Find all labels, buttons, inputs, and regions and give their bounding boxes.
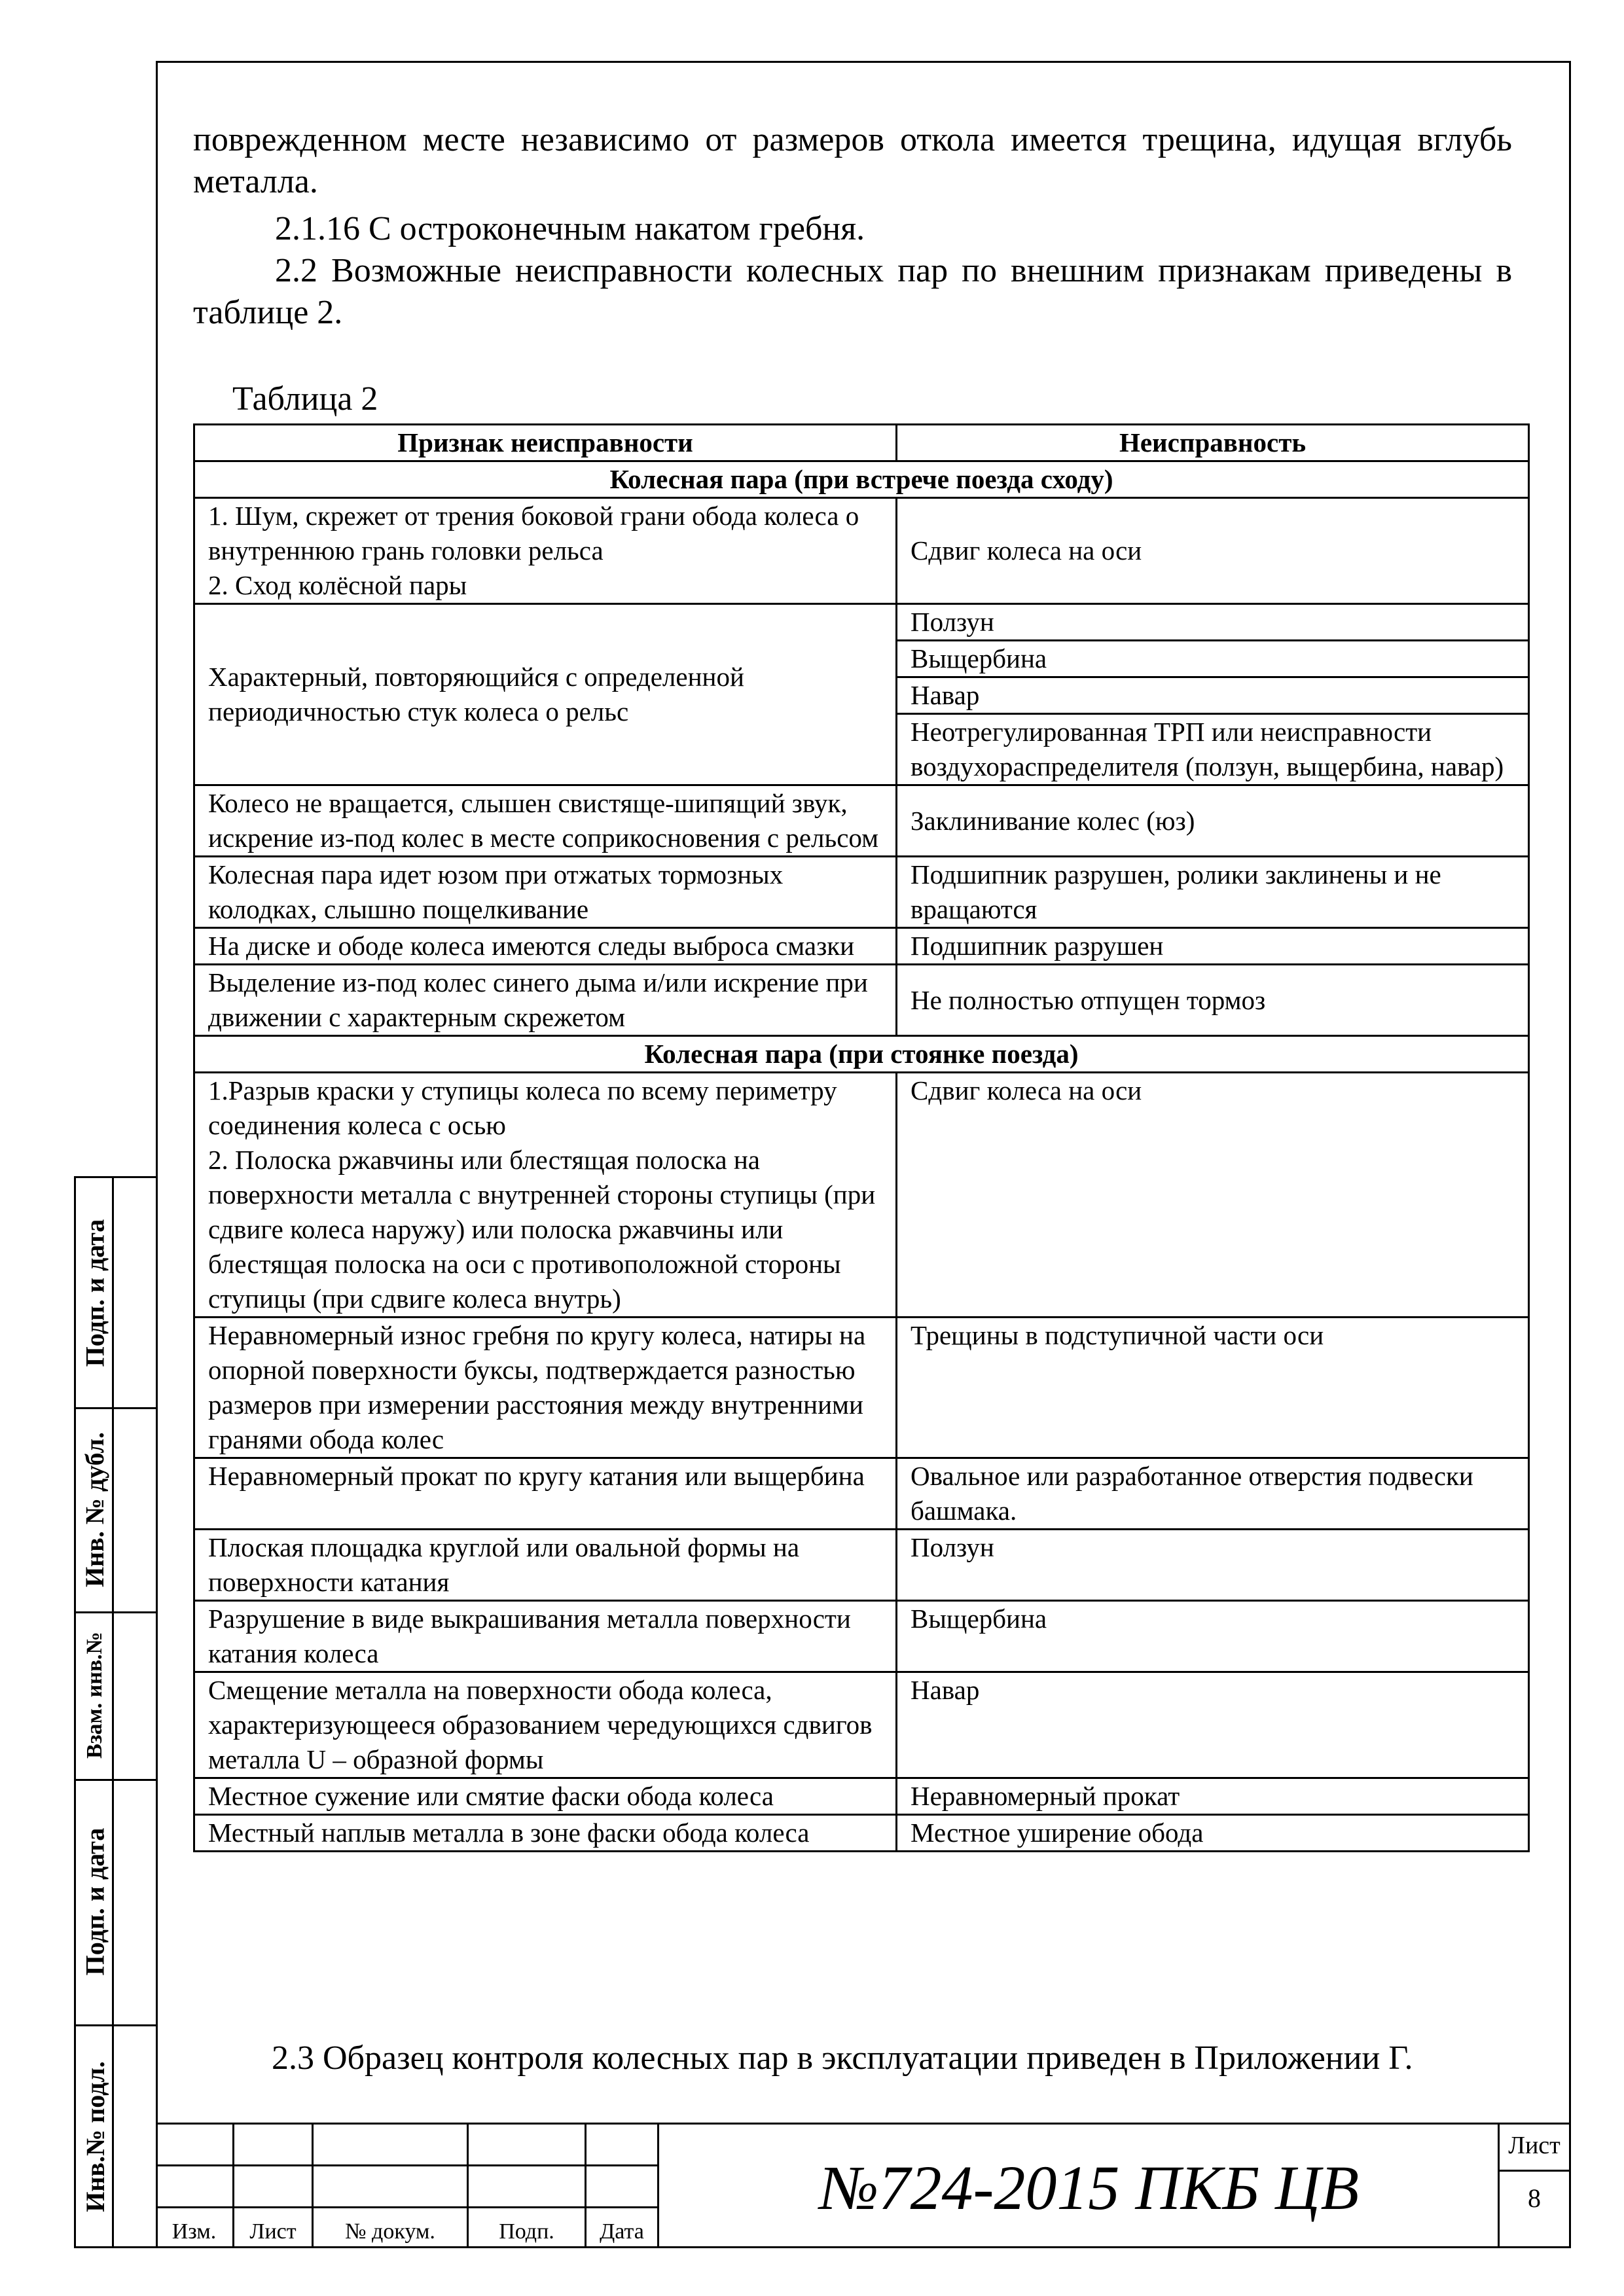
section-row bbox=[194, 461, 1529, 498]
stamp-label-document: № докум. bbox=[345, 2219, 435, 2244]
sidebar-field-orig-inv: Инв.№ подл. bbox=[80, 2060, 110, 2212]
table-row bbox=[194, 1815, 1529, 1852]
table-row bbox=[194, 785, 1529, 857]
fault-cell: Сдвиг колеса на оси bbox=[897, 498, 1529, 604]
faults-table bbox=[193, 423, 1530, 1852]
fault-cell: Неравномерный прокат bbox=[897, 1778, 1529, 1815]
table-header-row bbox=[194, 425, 1529, 461]
stamp-label-signature: Подп. bbox=[499, 2219, 554, 2244]
table-row bbox=[194, 604, 1529, 641]
table-row bbox=[194, 928, 1529, 965]
sidebar-stamp bbox=[74, 1176, 156, 2248]
sign-text: 1.Разрыв краски у ступицы колеса по всему периметру соединения колеса с осью bbox=[208, 1075, 837, 1140]
sign-cell: Выделение из-под колес синего дыма и/или искрение при движении с характерным скрежетом bbox=[194, 965, 897, 1036]
sign-cell: Плоская площадка круглой или овальной формы на поверхности катания bbox=[194, 1530, 897, 1601]
fault-cell: Ползун bbox=[897, 604, 1529, 641]
sign-cell: На диске и ободе колеса имеются следы выброса смазки bbox=[194, 928, 897, 965]
sheet-number: 8 bbox=[1528, 2183, 1541, 2213]
intro-paragraph-2: 2.1.16 С остроконечным накатом гребня. bbox=[275, 210, 865, 247]
closing-paragraph: 2.3 Образец контроля колесных пар в эксплуатации приведен в Приложении Г. bbox=[272, 2039, 1413, 2077]
intro-paragraph-3: 2.2 Возможные неисправности колесных пар по внешним признакам приведены в таблице 2. bbox=[193, 252, 1512, 331]
table-row bbox=[194, 1530, 1529, 1601]
sign-text: 1. Шум, скрежет от трения боковой грани обода колеса о внутреннюю грань головки рельса bbox=[208, 501, 859, 565]
sidebar-field-sign-date-2: Подп. и дата bbox=[80, 1827, 110, 1976]
table-row bbox=[194, 1601, 1529, 1672]
sign-cell: Местный наплыв металла в зоне фаски обода колеса bbox=[194, 1815, 897, 1852]
fault-cell: Выщербина bbox=[897, 1601, 1529, 1672]
header-sign: Признак неисправности bbox=[194, 425, 897, 461]
fault-cell: Сдвиг колеса на оси bbox=[897, 1073, 1529, 1318]
sidebar-field-dup-inv: Инв. № дубл. bbox=[80, 1431, 110, 1587]
table-row bbox=[194, 965, 1529, 1036]
sign-cell: Смещение металла на поверхности обода колеса, характеризующееся образованием чередующихся сдвигов металла U – образной формы bbox=[194, 1672, 897, 1778]
section-title: Колесная пара (при встрече поезда сходу) bbox=[194, 461, 1529, 498]
sidebar-field-sign-date-1: Подп. и дата bbox=[80, 1219, 110, 1367]
fault-cell: Подшипник разрушен bbox=[897, 928, 1529, 965]
table-row bbox=[194, 498, 1529, 604]
fault-cell: Подшипник разрушен, ролики заклинены и не вращаются bbox=[897, 857, 1529, 928]
table-row bbox=[194, 1672, 1529, 1778]
table-row bbox=[194, 1458, 1529, 1530]
fault-cell: Навар bbox=[897, 677, 1529, 714]
fault-cell: Выщербина bbox=[897, 641, 1529, 677]
sign-text: 2. Сход колёсной пары bbox=[208, 570, 467, 600]
sign-cell bbox=[194, 1073, 897, 1318]
fault-cell: Навар bbox=[897, 1672, 1529, 1778]
table-row bbox=[194, 1073, 1529, 1318]
table-caption: Таблица 2 bbox=[232, 380, 378, 418]
intro-paragraph-1: поврежденном месте независимо от размеров откола имеется трещина, идущая вглубь металла. bbox=[193, 121, 1512, 200]
sign-cell: Разрушение в виде выкрашивания металла поверхности катания колеса bbox=[194, 1601, 897, 1672]
fault-cell: Не полностью отпущен тормоз bbox=[897, 965, 1529, 1036]
document-number: №724-2015 ПКБ ЦВ bbox=[819, 2153, 1360, 2223]
section-title: Колесная пара (при стоянке поезда) bbox=[194, 1036, 1529, 1073]
fault-cell: Заклинивание колес (юз) bbox=[897, 785, 1529, 857]
sign-cell: Неравномерный прокат по кругу катания или выщербина bbox=[194, 1458, 897, 1530]
fault-cell: Овальное или разработанное отверстия подвески башмака. bbox=[897, 1458, 1529, 1530]
sign-cell: Неравномерный износ гребня по кругу колеса, натиры на опорной поверхности буксы, подтверждается разностью размеров при измерении расстояния между внутренними гранями обода колес bbox=[194, 1318, 897, 1458]
fault-cell: Местное уширение обода bbox=[897, 1815, 1529, 1852]
sign-cell: Характерный, повторяющийся с определенной периодичностью стук колеса о рельс bbox=[194, 604, 897, 785]
sign-text: 2. Полоска ржавчины или блестящая полоска на поверхности металла с внутренней стороны ступицы (при сдвиге колеса наружу) или полоска ржавчины или блестящая полоска на оси с противоположной стороны ступицы (при сдвиге колеса внутрь) bbox=[208, 1145, 876, 1314]
sign-cell: Местное сужение или смятие фаски обода колеса bbox=[194, 1778, 897, 1815]
fault-cell: Неотрегулированная ТРП или неисправности воздухораспределителя (ползун, выщербина, навар) bbox=[897, 714, 1529, 785]
table-row bbox=[194, 857, 1529, 928]
sidebar-field-replace-inv: Взам. инв.№ bbox=[82, 1632, 107, 1759]
fault-cell: Трещины в подступичной части оси bbox=[897, 1318, 1529, 1458]
table-row bbox=[194, 1778, 1529, 1815]
table-row bbox=[194, 1318, 1529, 1458]
sign-cell bbox=[194, 498, 897, 604]
stamp-label-date: Дата bbox=[600, 2219, 644, 2244]
header-fault: Неисправность bbox=[897, 425, 1529, 461]
sheet-label: Лист bbox=[1508, 2132, 1561, 2159]
sign-cell: Колесная пара идет юзом при отжатых тормозных колодках, слышно пощелкивание bbox=[194, 857, 897, 928]
stamp-label-sheet: Лист bbox=[249, 2219, 297, 2244]
stamp-label-change: Изм. bbox=[171, 2219, 217, 2244]
sign-cell: Колесо не вращается, слышен свистяще-шипящий звук, искрение из-под колес в месте соприкосновения с рельсом bbox=[194, 785, 897, 857]
section-row bbox=[194, 1036, 1529, 1073]
fault-cell: Ползун bbox=[897, 1530, 1529, 1601]
